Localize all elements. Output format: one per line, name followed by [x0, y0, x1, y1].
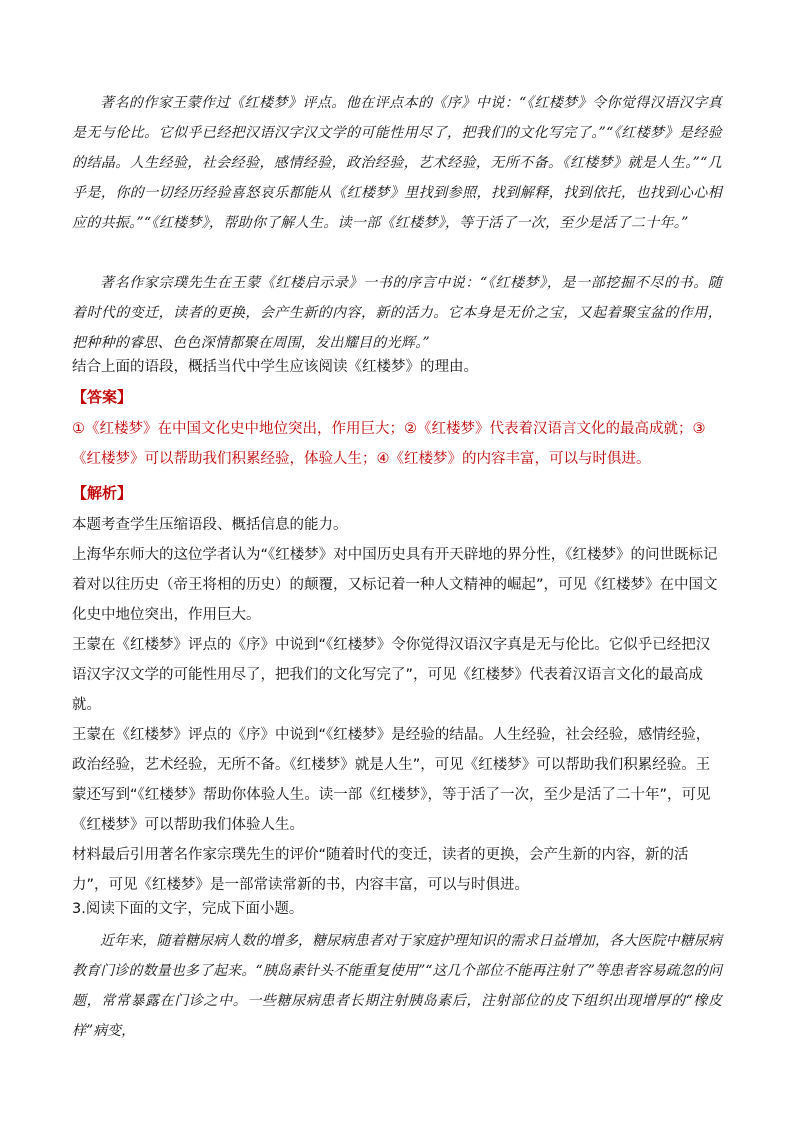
- quote-zongpu: [72, 268, 722, 358]
- answer-tag: 【答案】: [72, 388, 133, 406]
- question-3-paragraph: 近年来，随着糖尿病人数的增多，糖尿病患者对于家庭护理知识的需求日益增加，各大医院中糖尿病教育门诊的数量也多了起来。“胰岛素针头不能重复使用”“这几个部位不能再注射了”等患者容易疏忽的问题，常常暴露在门诊之中。一些糖尿病患者长期注射胰岛素后，注射部位的皮下组织出现增厚的“橡皮样”病变，: [72, 933, 722, 1039]
- analysis-paragraph: 本题考查学生压缩语段、概括信息的能力。: [72, 517, 348, 533]
- quote-paragraph-2: 著名作家宗璞先生在王蒙《红楼启示录》一书的序言中说：“《红楼梦》，是一部挖掘不尽的书。随着时代的变迁，读者的更换，会产生新的内容，新的活力。它本身是无价之宝，又起着聚宝盆的作用，把种种的睿思、色色深情都聚在周围，发出耀目的光辉。”: [72, 275, 722, 351]
- analysis-section: [72, 510, 722, 900]
- analysis-tag: 【解析】: [72, 484, 133, 502]
- answer-text: ①《红楼梦》在中国文化史中地位突出，作用巨大；②《红楼梦》代表着汉语言文化的最高成就；③《红楼梦》可以帮助我们积累经验，体验人生；④《红楼梦》的内容丰富，可以与时俱进。: [72, 421, 706, 467]
- question-3-passage: [72, 926, 722, 1046]
- analysis-paragraph: 上海华东师大的这位学者认为“《红楼梦》对中国历史具有开天辟地的界分性，《红楼梦》的问世既标记着对以往历史（帝王将相的历史）的颠覆，又标记着一种人文精神的崛起”，可见《红楼梦》在中国文化史中地位突出，作用巨大。: [72, 547, 718, 623]
- quote-paragraph-1: 著名的作家王蒙作过《红楼梦》评点。他在评点本的《序》中说：“《红楼梦》令你觉得汉语汉字真是无与伦比。它似乎已经把汉语汉字汉文学的可能性用尽了，把我们的文化写完了。”“《红楼梦》是经验的结晶。人生经验，社会经验，感情经验，政治经验，艺术经验，无所不备。《红楼梦》就是人生。”“几乎是，你的一切经历经验喜怒哀乐都能从《红楼梦》里找到参照，找到解释，找到依托，也找到心心相应的共振。”“《红楼梦》，帮助你了解人生。读一部《红楼梦》，等于活了一次，至少是活了二十年。”: [72, 95, 722, 231]
- analysis-paragraph: 王蒙在《红楼梦》评点的《序》中说到“《红楼梦》是经验的结晶。人生经验，社会经验，感情经验，政治经验，艺术经验，无所不备。《红楼梦》就是人生”，可见《红楼梦》可以帮助我们积累经验。王蒙还写到“《红楼梦》帮助你体验人生。读一部《红楼梦》，等于活了一次，至少是活了二十年”，可见《红楼梦》可以帮助我们体验人生。: [72, 727, 711, 833]
- question-3-intro: 3.阅读下面的文字，完成下面小题。: [72, 901, 304, 917]
- quote-wangmeng: [72, 88, 722, 238]
- analysis-paragraph: 王蒙在《红楼梦》评点的《序》中说到“《红楼梦》令你觉得汉语汉字真是无与伦比。它似乎已经把汉语汉字汉文学的可能性用尽了，把我们的文化写完了”，可见《红楼梦》代表着汉语言文化的最高成就。: [72, 637, 711, 713]
- question-text: 结合上面的语段，概括当代中学生应该阅读《红楼梦》的理由。: [72, 359, 478, 375]
- analysis-paragraph: 材料最后引用著名作家宗璞先生的评价“随着时代的变迁，读者的更换，会产生新的内容，新的活力”，可见《红楼梦》是一部常读常新的书，内容丰富，可以与时俱进。: [72, 847, 689, 893]
